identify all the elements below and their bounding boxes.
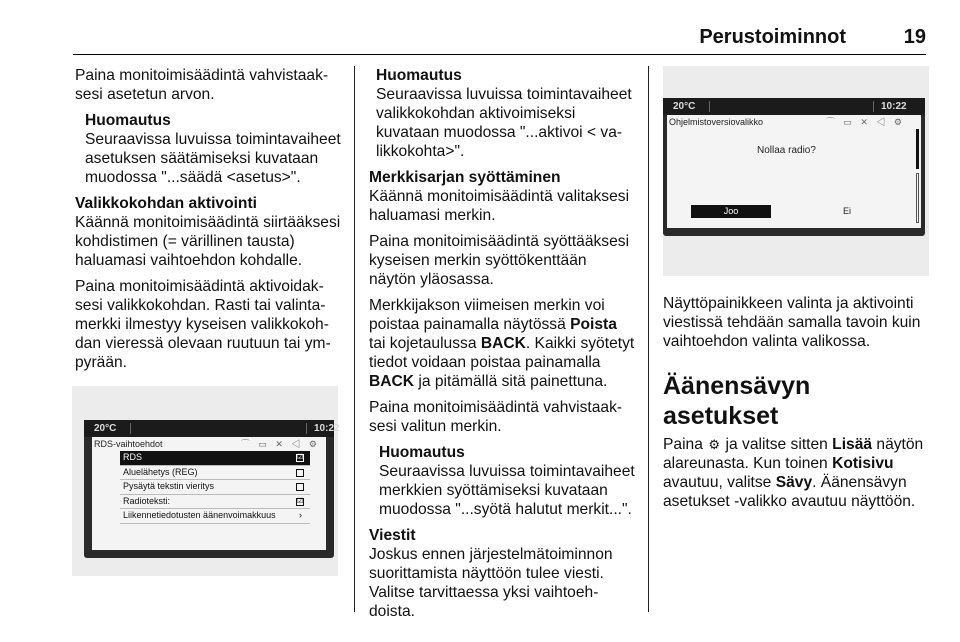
menu-list [120, 451, 310, 524]
paragraph: Joskus ennen järjestelmätoiminnon suorittamista näyttöön tulee viesti. Valitse tarvittaessa yksi vaihtoehdoista. [369, 546, 613, 620]
scrollbar-track [916, 173, 919, 223]
panel-title: Ohjelmistoversiovalikko [669, 117, 764, 127]
chevron-right-icon: › [299, 510, 302, 520]
page-header [73, 26, 926, 55]
note-box [369, 443, 635, 519]
column-2 [369, 66, 635, 628]
display-screen [84, 420, 340, 558]
checkbox-empty-icon [296, 469, 304, 477]
subheading: Valikkokohdan aktivointi [75, 195, 257, 212]
note-heading: Huomautus [379, 444, 465, 461]
note-heading: Huomautus [376, 67, 462, 84]
paragraph: Paina monitoimisäädintä vahvistaaksesi asetetun arvon. [75, 67, 329, 103]
status-icons: ⌒ ▭ ✕ ◁ ⚙ [825, 117, 905, 127]
dialog-panel [667, 115, 921, 228]
note-box [75, 111, 341, 187]
menu-item-stop-scroll[interactable]: Pysäytä tekstin vieritys [120, 480, 310, 495]
menu-panel [92, 437, 326, 550]
menu-item-region[interactable]: Aluelähetys (REG) [120, 466, 310, 481]
checkbox-checked-icon: ☑ [297, 497, 304, 505]
column-divider [354, 66, 355, 612]
paragraph: Paina monitoimisäädintä aktivoidaksesi valikkokohdan. Rasti tai valintamerkki ilmestyy kyseisen valikkokohdan vieressä olevaan ruutuun tai ympyrään. [75, 278, 331, 371]
paragraph: Merkkijakson viimeisen merkin voi poistaa painamalla näytössä Poista tai kojetaulussa BACK. Kaikki syötetyt tiedot voidaan poistaa painamalla BACK ja pitämällä sitä painettuna. [369, 297, 635, 390]
display-screen [663, 98, 925, 236]
checkbox-checked-icon: ☑ [297, 454, 304, 461]
menu-item-radiotext[interactable]: Radioteksti: ☑ [120, 495, 310, 510]
section-heading: Äänensävyn asetukset [663, 372, 811, 430]
subheading: Merkkisarjan syöttäminen [369, 169, 561, 186]
paragraph: Paina monitoimisäädintä vahvistaaksesi valitun merkin. [369, 399, 623, 435]
clock: 10:22 [881, 101, 907, 112]
no-button[interactable]: Ei [842, 206, 851, 216]
menu-item-traffic-volume[interactable]: Liikennetiedotusten äänenvoimakkuus › [120, 509, 310, 524]
dialog-question: Nollaa radio? [757, 145, 816, 156]
screenshot-reset-dialog [663, 66, 929, 276]
screenshot-rds-options [72, 386, 338, 576]
settings-gear-icon: ⚙ [708, 437, 721, 452]
note-text: Seuraavissa luvuissa toimintavaiheet asetuksen säätämiseksi kuvataan muodossa "...säädä <asetus>". [85, 131, 341, 186]
panel-title: RDS-vaihtoehdot [94, 439, 163, 449]
note-heading: Huomautus [85, 112, 171, 129]
paragraph: Käännä monitoimisäädintä valitaksesi haluamasi merkin. [369, 188, 630, 224]
status-icons: ⌒ ▭ ✕ ◁ ⚙ [240, 439, 320, 449]
temperature: 20°C [94, 423, 117, 434]
scrollbar-thumb[interactable] [916, 129, 919, 169]
paragraph: Näyttöpainikkeen valinta ja aktivointi viestissä tehdään samalla tavoin kuin vaihtoehdon valinta valikossa. [663, 295, 921, 350]
paragraph: Paina monitoimisäädintä syöttääksesi kyseisen merkin syöttökenttään näytön yläosassa. [369, 233, 630, 288]
note-box [369, 66, 635, 161]
status-bar [84, 420, 340, 437]
column-1 [75, 66, 341, 576]
status-bar [663, 98, 925, 115]
paragraph: Paina ⚙ ja valitse sitten Lisää näytön alareunasta. Kun toinen Kotisivu avautuu, valitse Sävy. Äänensävyn asetukset -valikko avautuu näyttöön. [663, 436, 924, 510]
paragraph: Käännä monitoimisäädintä siirtääksesi kohdistimen (= värillinen tausta) haluamasi vaihtoehdon kohdalle. [75, 214, 341, 269]
subheading: Viestit [369, 527, 416, 544]
clock: 10:22 [314, 423, 340, 434]
section-title: Perustoiminnot [699, 26, 846, 48]
column-divider [648, 66, 649, 612]
column-3 [663, 66, 931, 518]
note-text: Seuraavissa luvuissa toimintavaiheet merkkien syöttämiseksi kuvataan muodossa "...syötä halutut merkit...". [379, 463, 635, 518]
yes-button[interactable]: Joo [691, 205, 771, 218]
note-text: Seuraavissa luvuissa toimintavaiheet valikkokohdan aktivoimiseksi kuvataan muodossa "...aktivoi < valikkokohta>". [376, 86, 632, 160]
menu-item-rds[interactable]: RDS ☑ [120, 451, 310, 466]
temperature: 20°C [673, 101, 696, 112]
page-number: 19 [903, 26, 926, 48]
checkbox-empty-icon [296, 483, 304, 491]
